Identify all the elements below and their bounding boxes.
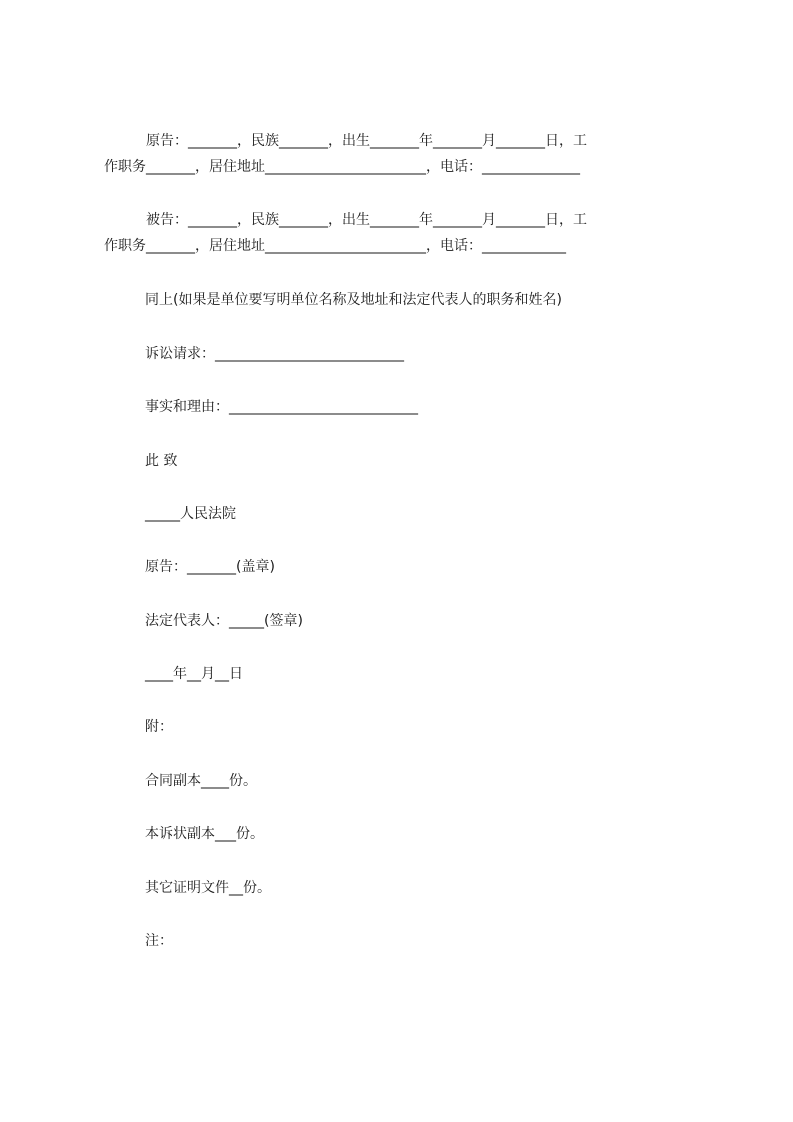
litigation-claims: 诉讼请求：___________________________ bbox=[145, 346, 404, 362]
plaintiff-info-line-2: 作职务_______，居住地址_______________________，电话：______________ bbox=[104, 159, 580, 175]
attachments-label: 附： bbox=[145, 719, 173, 735]
legal-representative-signature: 法定代表人：_____(签章) bbox=[145, 613, 303, 629]
court-name: _____人民法院 bbox=[145, 506, 236, 522]
plaintiff-seal: 原告：_______(盖章) bbox=[145, 559, 275, 575]
facts-and-reasons: 事实和理由：___________________________ bbox=[145, 399, 418, 415]
defendant-info-line-2: 作职务_______，居住地址_______________________，电话：____________ bbox=[104, 238, 566, 254]
plaintiff-info bbox=[104, 128, 704, 180]
defendant-info-line-1: 被告：_______，民族_______，出生_______年_______月_______日，工 bbox=[146, 212, 587, 228]
same-as-above-note: 同上(如果是单位要写明单位名称及地址和法定代表人的职务和姓名) bbox=[145, 292, 562, 308]
plaintiff-info-line-1: 原告：_______，民族_______，出生_______年_______月_______日，工 bbox=[146, 133, 587, 149]
attachment-complaint-copy: 本诉状副本___份。 bbox=[145, 826, 264, 842]
attachment-contract-copy: 合同副本____份。 bbox=[145, 773, 257, 789]
salutation: 此 致 bbox=[145, 453, 178, 469]
date-line: ____年__月__日 bbox=[145, 666, 243, 682]
defendant-info bbox=[104, 207, 704, 259]
attachment-other-documents: 其它证明文件__份。 bbox=[145, 880, 271, 896]
note-label: 注： bbox=[145, 933, 173, 949]
